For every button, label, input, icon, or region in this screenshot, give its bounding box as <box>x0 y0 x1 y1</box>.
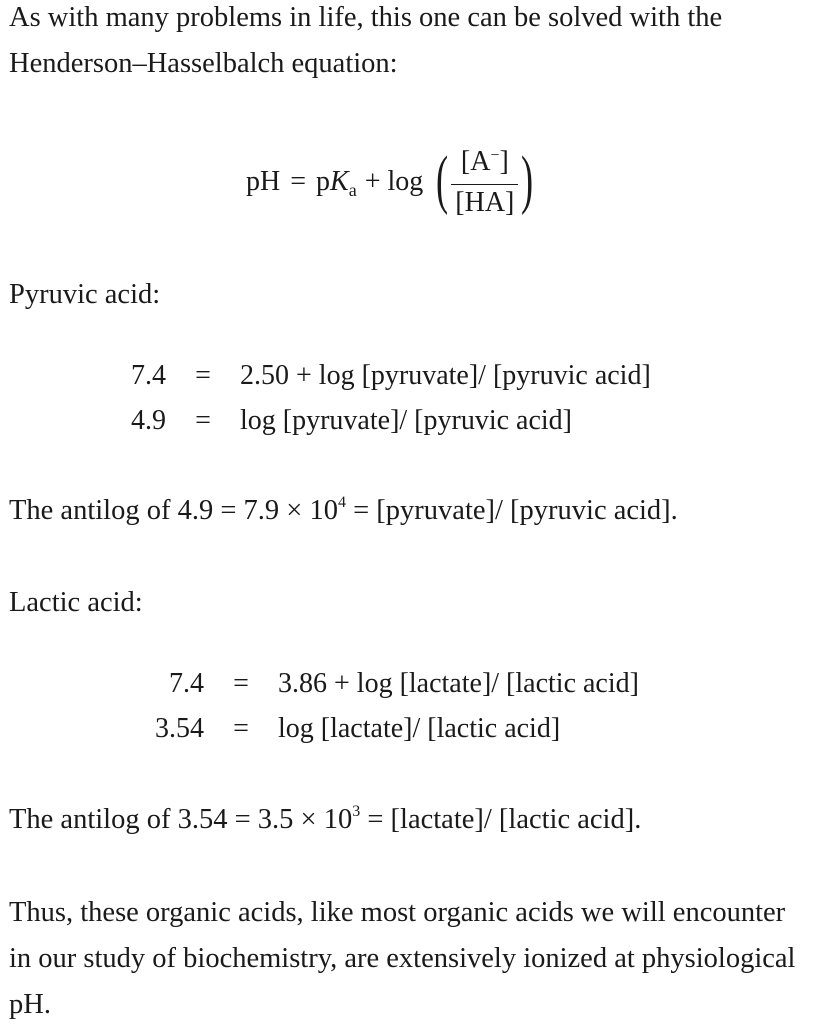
lactic-row-2-eq: = <box>233 713 249 744</box>
hh-numerator: [A−] <box>460 145 509 177</box>
lactic-row-2-lhs: 3.54 <box>155 713 204 744</box>
lactic-antilog: The antilog of $3.54 = 3.5 \times 10^3$ = [lactate]/ [lactic acid]. <box>9 803 642 835</box>
pyruvic-heading: Pyruvic acid: <box>9 279 161 310</box>
henderson-hasselbalch-equation <box>246 132 534 232</box>
conclusion-paragraph: Thus, these organic acids, like most organic acids we will encounter in our study of biochemistry, are extensively ionized at physiological pH. <box>9 897 796 1020</box>
hh-denominator: [HA] <box>451 184 518 219</box>
hh-plus-log: + log <box>364 166 424 197</box>
hh-fraction <box>451 146 518 219</box>
pyruvic-row-1-eq: = <box>195 360 211 391</box>
pyruvic-row-1-rhs: 2.50 + log [pyruvate]/ [pyruvic acid] <box>240 360 651 391</box>
pyruvic-row-2 <box>100 405 572 437</box>
lactic-heading: Lactic acid: <box>9 587 143 618</box>
lactic-row-1-eq: = <box>233 668 249 699</box>
pyruvic-row-2-rhs: log [pyruvate]/ [pyruvic acid] <box>240 405 572 436</box>
pyruvic-row-2-lhs: 4.9 <box>131 405 166 436</box>
pyruvic-row-1 <box>100 360 651 392</box>
hh-lhs: pH <box>246 166 281 197</box>
hh-pka: $pK_a$ <box>316 166 357 200</box>
lactic-row-1 <box>138 668 639 700</box>
right-paren: ) <box>521 143 534 216</box>
intro-paragraph: As with many problems in life, this one can be solved with the Henderson–Hasselbalch equation: <box>9 2 723 79</box>
pyruvic-row-2-eq: = <box>195 405 211 436</box>
lactic-row-2-rhs: log [lactate]/ [lactic acid] <box>278 713 561 744</box>
left-paren: ( <box>436 143 449 216</box>
pyruvic-row-1-lhs: 7.4 <box>131 360 166 391</box>
pyruvic-antilog: The antilog of $4.9 = 7.9 \times 10^4$ = [pyruvate]/ [pyruvic acid]. <box>9 494 678 526</box>
lactic-row-1-rhs: 3.86 + log [lactate]/ [lactic acid] <box>278 668 639 699</box>
lactic-row-2 <box>138 713 560 745</box>
lactic-row-1-lhs: 7.4 <box>169 668 204 699</box>
hh-equals: = <box>290 166 307 197</box>
